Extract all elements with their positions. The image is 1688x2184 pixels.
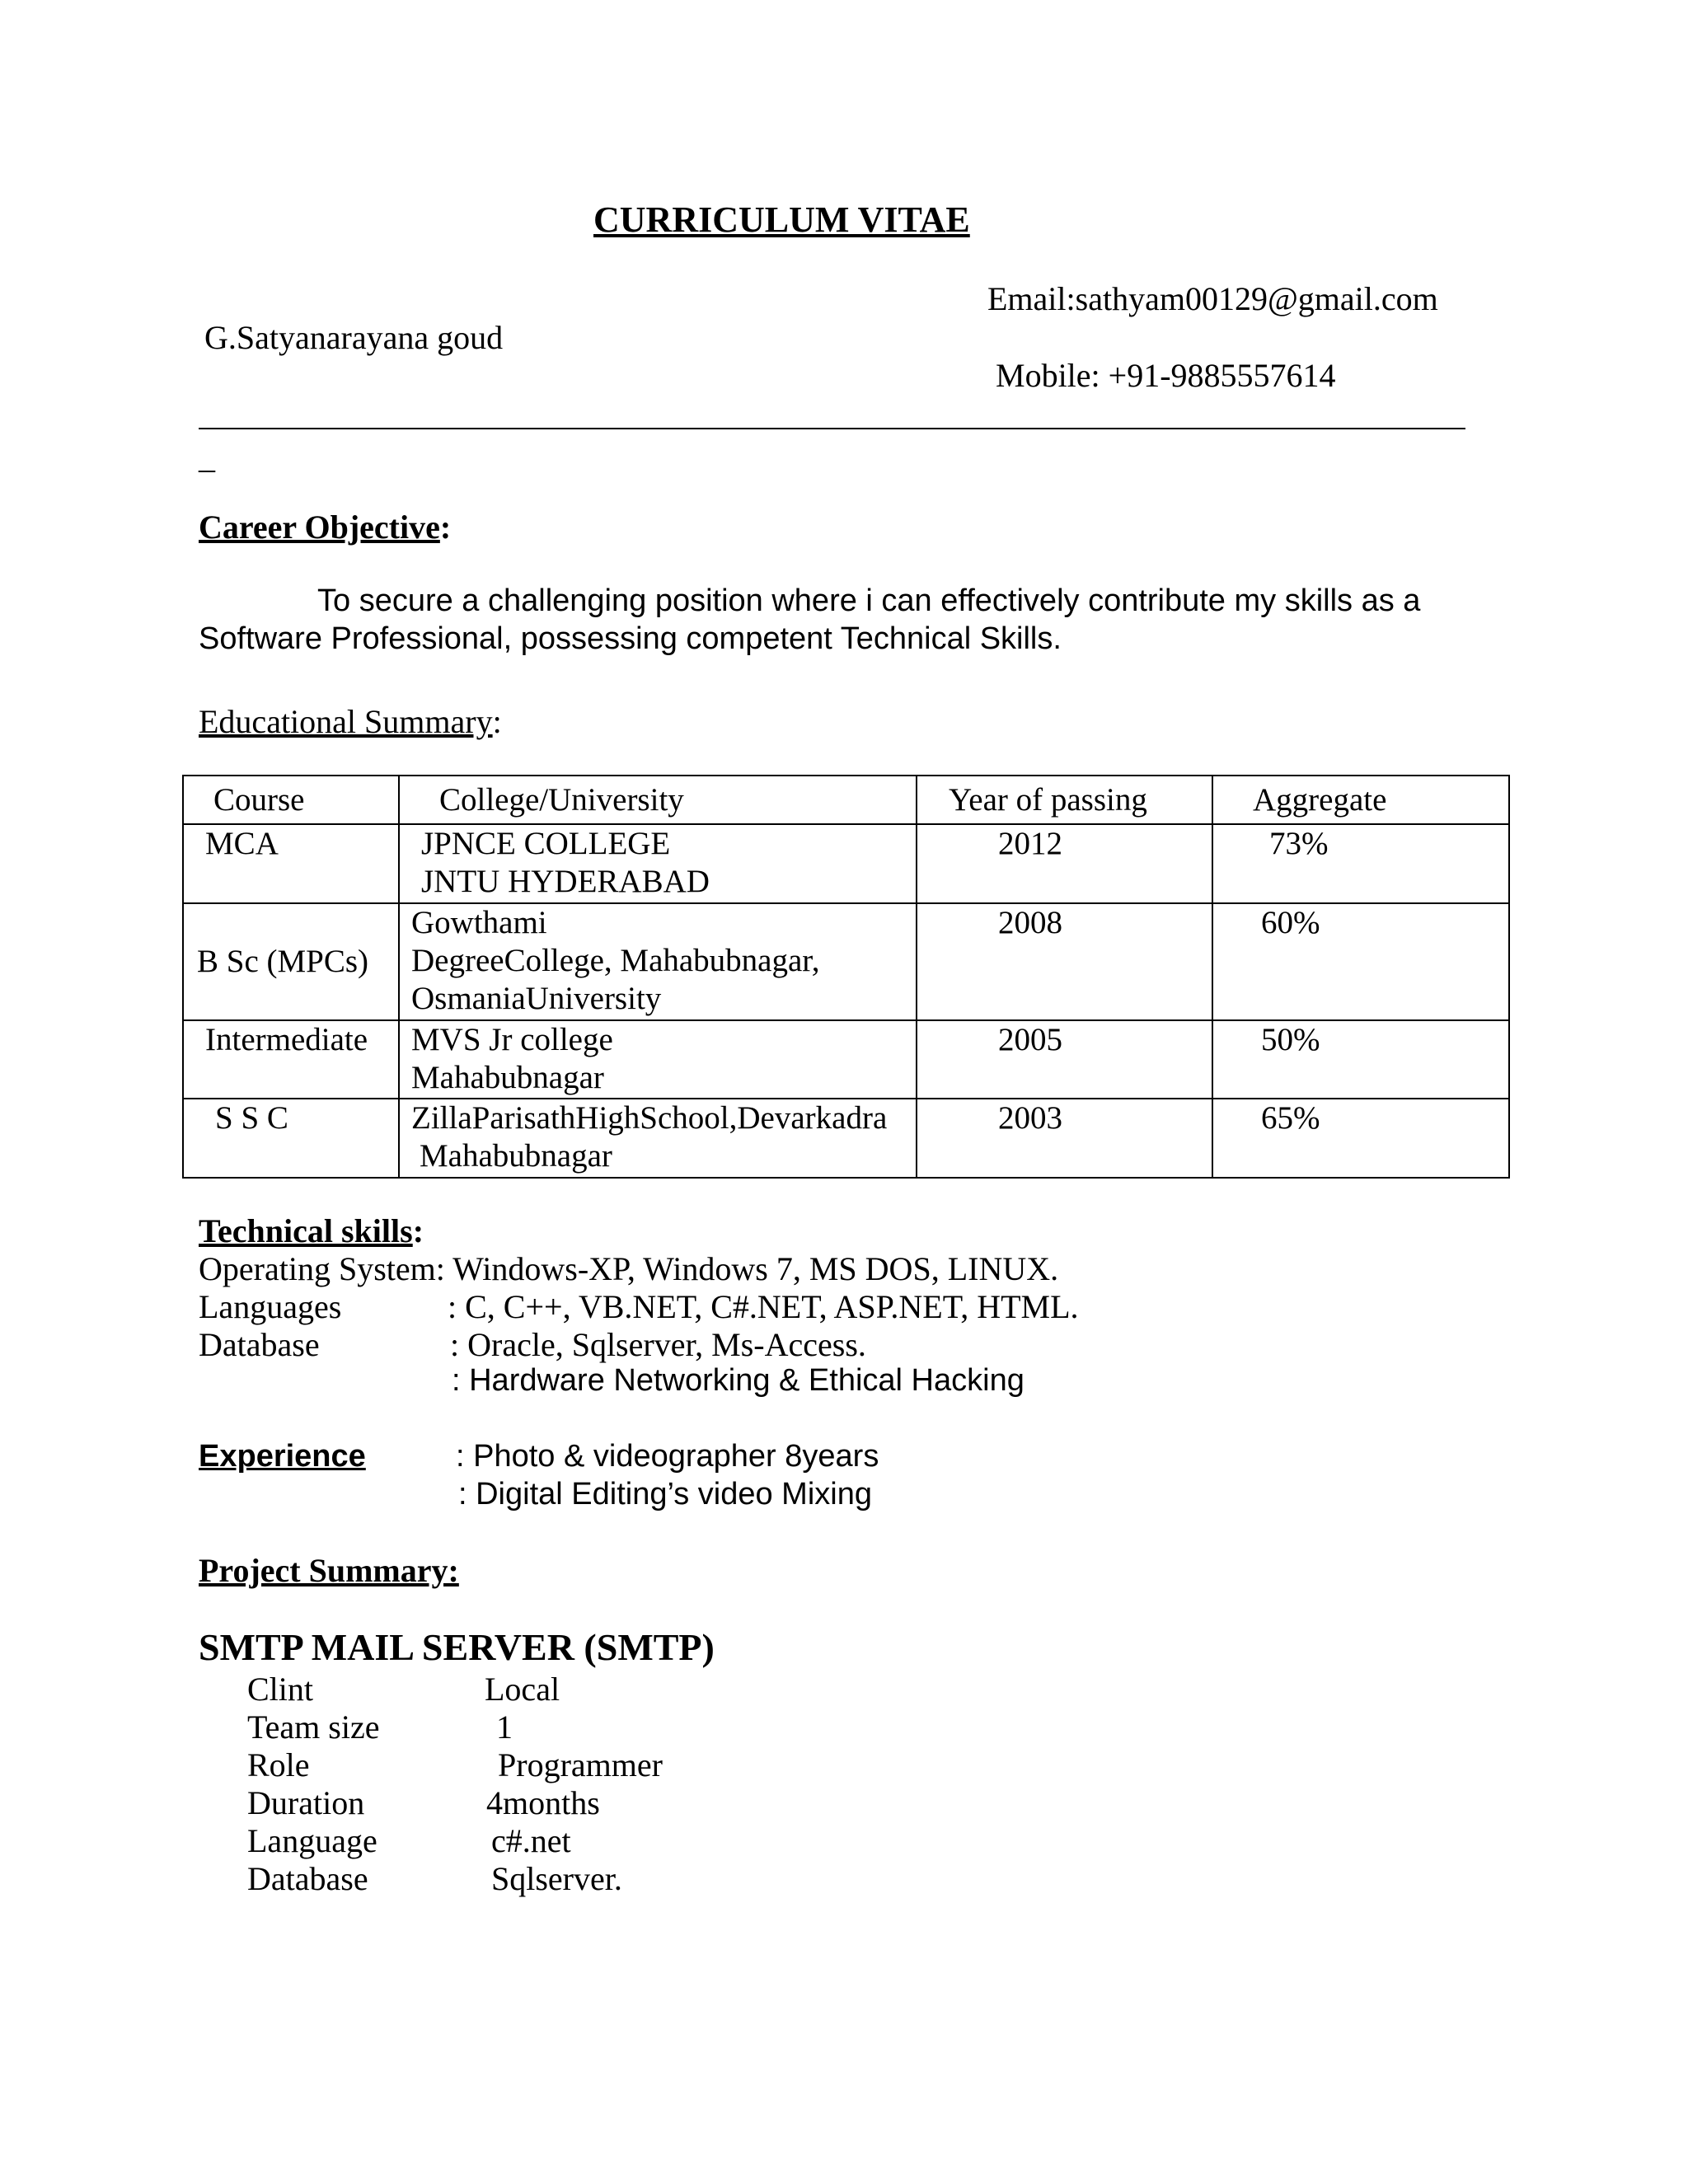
year-cell: 2003	[917, 1099, 1212, 1178]
education-table	[182, 775, 1510, 1179]
detail-value: c#.net	[491, 1822, 571, 1859]
database-value: : Oracle, Sqlserver, Ms-Access.	[450, 1326, 866, 1363]
header-divider	[199, 428, 1465, 429]
column-header-aggregate: Aggregate	[1212, 776, 1509, 824]
project-summary-heading: Project Summary:	[199, 1552, 459, 1589]
table-row	[183, 1099, 1509, 1178]
aggregate-cell: 50%	[1212, 1020, 1509, 1099]
mobile-text: Mobile: +91-9885557614	[996, 357, 1336, 394]
college-cell: MVS Jr college Mahabubnagar	[399, 1020, 917, 1099]
operating-system-line: Operating System: Windows-XP, Windows 7, MS DOS, LINUX.	[199, 1250, 1059, 1287]
detail-label: Team size	[247, 1708, 380, 1746]
languages-label: Languages	[199, 1288, 342, 1325]
course-cell: B Sc (MPCs)	[183, 903, 399, 1020]
career-objective-line-2: Software Professional, possessing competent Technical Skills.	[199, 621, 1062, 656]
educational-summary-heading: Educational Summary:	[199, 703, 502, 740]
experience-heading: Experience	[199, 1439, 366, 1474]
detail-value: 4months	[486, 1784, 600, 1821]
year-cell: 2005	[917, 1020, 1212, 1099]
table-row	[183, 1020, 1509, 1099]
career-objective-heading: Career Objective:	[199, 509, 452, 546]
detail-label: Duration	[247, 1784, 365, 1821]
detail-value: Programmer	[498, 1746, 663, 1783]
database-label: Database	[199, 1326, 320, 1363]
technical-skills-heading: Technical skills:	[199, 1212, 424, 1249]
languages-value: : C, C++, VB.NET, C#.NET, ASP.NET, HTML.	[448, 1288, 1079, 1325]
candidate-name: G.Satyanarayana goud	[204, 319, 504, 356]
column-header-year: Year of passing	[917, 776, 1212, 824]
college-cell: JPNCE COLLEGE JNTU HYDERABAD	[399, 824, 917, 903]
detail-label: Language	[247, 1822, 377, 1859]
year-cell: 2012	[917, 824, 1212, 903]
course-cell: S S C	[183, 1099, 399, 1178]
table-row	[183, 824, 1509, 903]
experience-line-2: : Digital Editing’s video Mixing	[458, 1477, 872, 1511]
course-cell: MCA	[183, 824, 399, 903]
detail-label: Database	[247, 1860, 368, 1897]
year-cell: 2008	[917, 903, 1212, 1020]
table-header-row	[183, 776, 1509, 824]
email-text: Email:sathyam00129@gmail.com	[987, 280, 1438, 317]
career-objective-line-1: To secure a challenging position where i can effectively contribute my skills as a	[317, 583, 1421, 618]
stray-underscore: _	[199, 438, 215, 476]
aggregate-cell: 65%	[1212, 1099, 1509, 1178]
detail-value: Local	[485, 1671, 560, 1708]
table-row	[183, 903, 1509, 1020]
detail-label: Role	[247, 1746, 310, 1783]
detail-value: 1	[496, 1708, 513, 1746]
college-cell: ZillaParisathHighSchool,Devarkadra Mahabubnagar	[399, 1099, 917, 1178]
detail-label: Clint	[247, 1671, 314, 1708]
experience-line-1: : Photo & videographer 8years	[456, 1439, 879, 1474]
column-header-college: College/University	[399, 776, 917, 824]
project-title: SMTP MAIL SERVER (SMTP)	[199, 1626, 715, 1668]
aggregate-cell: 60%	[1212, 903, 1509, 1020]
college-cell: Gowthami DegreeCollege, Mahabubnagar, OsmaniaUniversity	[399, 903, 917, 1020]
column-header-course: Course	[183, 776, 399, 824]
page-title: CURRICULUM VITAE	[593, 199, 970, 240]
detail-value: Sqlserver.	[491, 1860, 622, 1897]
course-cell: Intermediate	[183, 1020, 399, 1099]
other-skills-line: : Hardware Networking & Ethical Hacking	[452, 1363, 1025, 1398]
aggregate-cell: 73%	[1212, 824, 1509, 903]
